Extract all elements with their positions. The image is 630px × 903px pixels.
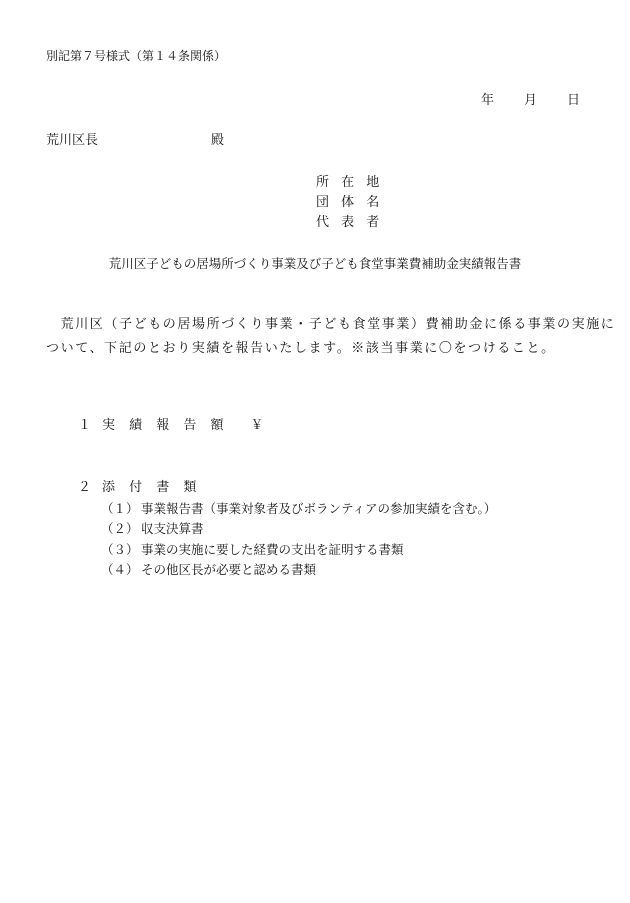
body-line-1: 荒川区（子どもの居場所づくり事業・子ども食堂事業）費補助金に係る事業の実施に [46,317,616,332]
body-line-2: ついて、下記のとおり実績を報告いたします。※該当事業に〇をつけること。 [46,341,556,356]
item-number: ２ [78,480,92,495]
date-day: 日 [566,93,580,108]
attachment-item [101,564,316,577]
attachment-item [101,523,204,536]
date-month: 月 [523,93,537,108]
item-number: １ [78,418,92,433]
attachment-item [101,503,496,516]
date-year: 年 [480,93,494,108]
attachment-text: 事業の実施に要した経費の支出を証明する書類 [141,542,404,557]
attachment-number: （３） [101,542,139,557]
attachment-item [101,544,404,557]
document-title: 荒川区子どもの居場所づくり事業及び子ども食堂事業費補助金実績報告書 [108,256,522,271]
item-report-amount [78,419,264,432]
attachment-number: （１） [101,501,139,516]
sender-representative-label: 代 表 者 [316,215,384,230]
sender-organization-label: 団 体 名 [316,195,384,210]
sender-address-label: 所 在 地 [316,175,384,190]
currency-symbol: ￥ [250,418,264,433]
form-number: 別記第７号様式（第１４条関係） [46,49,227,63]
addressee-honorific: 殿 [211,133,225,148]
attachment-number: （４） [101,562,139,577]
addressee [46,133,225,148]
item-attachments [78,481,201,494]
item-label: 実 績 報 告 額 [102,418,229,433]
attachment-text: その他区長が必要と認める書類 [141,562,317,577]
item-label: 添 付 書 類 [102,480,202,495]
attachment-text: 事業報告書（事業対象者及びボランティアの参加実績を含む。） [141,501,497,516]
attachment-text: 収支決算書 [141,521,204,536]
addressee-name: 荒川区長 [46,133,99,148]
date-line [481,94,580,107]
attachment-number: （２） [101,521,139,536]
